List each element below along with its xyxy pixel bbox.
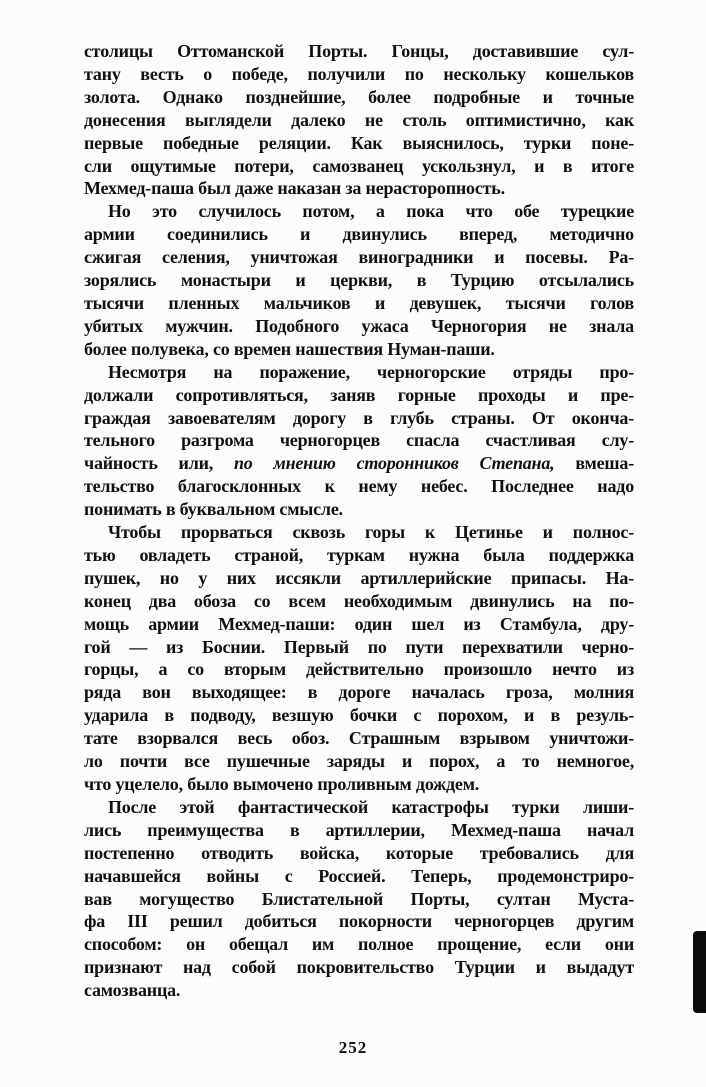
text-line: мощь армии Мехмед-паши: один шел из Стамбула, дру- [84, 613, 634, 634]
text-line: граждая завоевателям дорогу в глубь страны. От оконча- [84, 407, 634, 428]
text-line: первые победные реляции. Как выяснилось, турки поне- [84, 132, 634, 153]
text-line: более полувека, со времен нашествия Нуман-паши. [84, 338, 495, 359]
text-line: ло почти все пушечные заряды и порох, а то немногое, [84, 751, 634, 772]
text-line: Чтобы прорваться сквозь горы к Цетинье и полнос- [108, 522, 634, 543]
text-line: конец два обоза со всем необходимым двинулись на по- [84, 590, 634, 611]
text-line: тельство благосклонных к нему небес. Последнее надо [84, 476, 634, 497]
text-line: лись преимущества в артиллерии, Мехмед-паша начал [84, 819, 634, 840]
text-line: После этой фантастической катастрофы турки лиши- [108, 796, 634, 817]
italic-text-segment: по мнению сторонников Степана, [233, 453, 555, 474]
page-text [84, 40, 634, 1002]
paragraph [84, 796, 634, 1002]
text-line: тате взорвался весь обоз. Страшным взрывом уничтожи- [84, 728, 634, 749]
text-line: сжигая селения, уничтожая виноградники и посевы. Ра- [84, 247, 634, 268]
text-line: Несмотря на поражение, черногорские отряды про- [108, 361, 634, 382]
text-line: тысячи пленных мальчиков и девушек, тысячи голов [84, 292, 634, 313]
text-line: тью овладеть страной, туркам нужна была поддержка [84, 544, 634, 565]
text-line: гой — из Боснии. Первый по пути перехватили черно- [84, 636, 634, 657]
paragraph [84, 40, 634, 200]
text-line: армии соединились и двинулись вперед, методично [84, 224, 634, 245]
text-line: пушек, но у них иссякли артиллерийские припасы. На- [84, 567, 634, 588]
paragraph [84, 521, 634, 796]
paragraph [84, 361, 634, 521]
text-line: горцы, а со вторым действительно произошло нечто из [84, 659, 634, 680]
text-line: что уцелело, было вымочено проливным дождем. [84, 774, 480, 794]
text-line: тельного разгрома черногорцев спасла счастливая слу- [84, 430, 634, 451]
text-line: способом: он обещал им полное прощение, если они [84, 934, 634, 955]
text-line: понимать в буквальном смысле. [84, 499, 343, 520]
text-line: зорялись монастыри и церкви, в Турцию отсылались [84, 270, 634, 291]
text-line: золота. Однако позднейшие, более подробные и точные [84, 86, 634, 107]
text-line: Мехмед-паша был даже наказан за нерасторопность. [84, 178, 505, 199]
text-line: столицы Оттоманской Порты. Гонцы, доставившие сул- [84, 41, 634, 61]
text-line: должали сопротивляться, заняв горные проходы и пре- [84, 384, 634, 405]
text-line: постепенно отводить войска, которые требовались для [84, 842, 634, 863]
text-line: вав могущество Блистательной Порты, султан Муста- [84, 888, 634, 909]
text-line: ударила в подводу, везшую бочки с порохом, и в резуль- [84, 705, 634, 726]
text-line: начавшейся войны с Россией. Теперь, продемонстриро- [84, 865, 634, 886]
text-line: донесения выглядели далеко не столь оптимистично, как [84, 109, 634, 130]
scan-artifact [693, 931, 706, 1013]
page-number: 252 [338, 1038, 368, 1057]
text-line: ряда вон выходящее: в дороге началась гроза, молния [84, 682, 634, 703]
text-segment: вмеша- [554, 453, 634, 474]
text-line: Но это случилось потом, а пока что обе турецкие [108, 201, 634, 222]
text-line: сли ощутимые потери, самозванец ускользнул, и в итоге [84, 155, 634, 176]
text-line: фа III решил добиться покорности черногорцев другим [84, 911, 634, 932]
text-segment: чайность или, [84, 453, 234, 474]
text-line: самозванца. [84, 980, 181, 1001]
paragraph [84, 200, 634, 360]
text-line: тану весть о победе, получили по нескольку кошельков [84, 63, 634, 84]
text-line: признают над собой покровительство Турции и выдадут [84, 957, 634, 978]
text-line [84, 452, 634, 475]
text-line: убитых мужчин. Подобного ужаса Черногория не знала [84, 315, 634, 336]
